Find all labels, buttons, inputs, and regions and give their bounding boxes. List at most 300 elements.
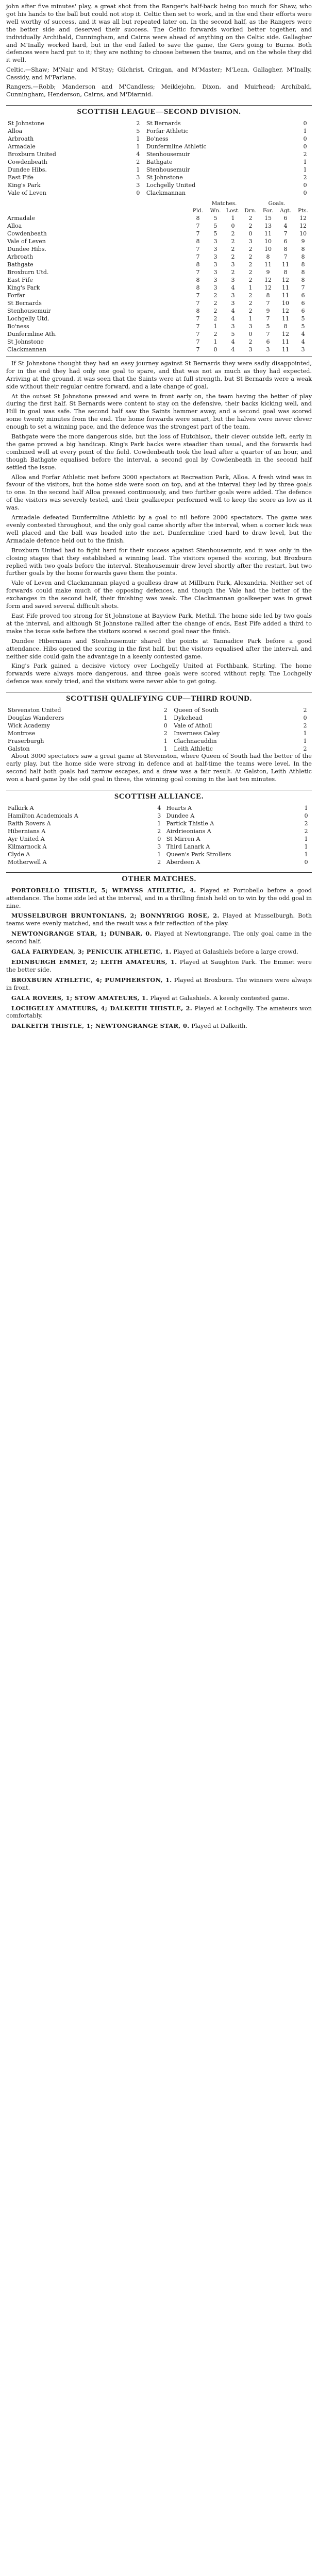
other-match-label: NEWTONGRANGE STAR, 1; DUNBAR, 0. xyxy=(11,930,152,938)
away-team: Inverness Caley xyxy=(174,730,220,737)
stat-a: 8 xyxy=(283,323,288,330)
away-score: 1 xyxy=(303,738,307,745)
table-row xyxy=(6,230,312,238)
stat-l: 4 xyxy=(231,284,235,291)
stat-a: 10 xyxy=(282,299,289,307)
table-row xyxy=(6,268,312,276)
stat-d: 2 xyxy=(248,276,253,283)
stat-w: 3 xyxy=(213,276,217,283)
home-team: Vale of Leven xyxy=(8,189,46,196)
league-results xyxy=(6,120,312,197)
stat-p: 7 xyxy=(196,253,200,260)
table-header: Drn. xyxy=(244,207,257,214)
table-row xyxy=(6,222,312,230)
alliance-team-a: Ayr United A xyxy=(8,835,45,842)
stat-w: 2 xyxy=(213,299,217,307)
stat-a: 12 xyxy=(282,330,289,337)
away-team: Clackmannan xyxy=(146,189,186,196)
home-score: 3 xyxy=(136,174,140,181)
alliance-row xyxy=(6,804,312,812)
team-name: St Bernards xyxy=(7,299,42,307)
alliance-score-b: 2 xyxy=(304,827,308,835)
alliance-team-b: Hearts A xyxy=(166,804,192,811)
away-team: Vale of Atholl xyxy=(174,722,212,730)
qualifying-title: SCOTTISH QUALIFYING CUP—THIRD ROUND. xyxy=(6,692,312,705)
result-row xyxy=(6,722,312,730)
home-score: 2 xyxy=(136,158,140,165)
stat-d: 3 xyxy=(248,323,253,330)
table-header: Lost. xyxy=(226,207,240,214)
alliance-score-a: 2 xyxy=(157,827,161,835)
stat-f: 12 xyxy=(264,276,272,283)
other-match-text: Played at Lochgelly. The amateurs won comfortably. xyxy=(6,1005,312,1020)
report-paragraph: Alloa and Forfar Athletic met before 3000 spectators at Recreation Park, Alloa. A fresh wind was in favour of the visitors, but the home side were soon on top, and at the interval they led by three goals to one. In the second half Alloa pressed continuously, and two further goals were added. The defence of the visitors was severely tested, and their goalkeeper performed well to keep the score as low as it was. xyxy=(6,473,312,512)
stat-w: 3 xyxy=(213,268,217,276)
report-paragraph: Dundee Hibernians and Stenhousemuir shared the points at Tannadice Park before a good attendance. Hibs opened the scoring in the first half, but the visitors equalised after the interval, and neither side could gain the advantage in a keenly contested game. xyxy=(6,637,312,660)
stat-pts: 5 xyxy=(301,315,305,322)
other-match-item xyxy=(6,887,312,910)
result-row xyxy=(6,745,312,753)
stat-f: 12 xyxy=(264,284,272,291)
table-row xyxy=(6,330,312,338)
away-team: Dykehead xyxy=(174,715,203,722)
result-row xyxy=(6,150,312,158)
stat-l: 2 xyxy=(231,245,235,252)
stat-pts: 6 xyxy=(301,292,305,299)
away-score: 1 xyxy=(303,127,307,134)
stat-a: 8 xyxy=(283,245,288,252)
stat-w: 2 xyxy=(213,307,217,314)
other-match-label: GALA FAIRYDEAN, 3; PENICUIK ATHLETIC, 1. xyxy=(11,948,172,956)
stat-l: 4 xyxy=(231,346,235,353)
stat-d: 3 xyxy=(248,346,253,353)
result-row xyxy=(6,120,312,127)
stat-f: 15 xyxy=(264,214,272,222)
stat-f: 8 xyxy=(266,253,270,260)
stat-w: 0 xyxy=(213,346,217,353)
stat-f: 6 xyxy=(266,338,270,345)
stat-w: 3 xyxy=(213,253,217,260)
stat-pts: 8 xyxy=(301,245,305,252)
stat-p: 7 xyxy=(196,338,200,345)
stat-f: 9 xyxy=(266,268,270,276)
stat-l: 3 xyxy=(231,276,235,283)
other-match-label: MUSSELBURGH BRUNTONIANS, 2; BONNYRIGG ROSE, 2. xyxy=(11,912,220,920)
stat-f: 8 xyxy=(266,292,270,299)
stat-d: 3 xyxy=(248,238,253,245)
home-score: 3 xyxy=(136,181,140,189)
stat-p: 8 xyxy=(196,261,200,268)
home-score: 5 xyxy=(136,127,140,134)
team-name: Armadale xyxy=(7,214,35,222)
alliance-score-a: 3 xyxy=(157,812,161,819)
stat-pts: 8 xyxy=(301,268,305,276)
alliance-row xyxy=(6,835,312,843)
report-paragraph: Vale of Leven and Clackmannan played a goalless draw at Millburn Park, Alexandria. Neither set of forwards could make much of the opposing defences, and though the Vale had the better of the exchanges in the second half, their finishing was weak. The Clackmannan goalkeeper was in great form and saved several difficult shots. xyxy=(6,580,312,610)
stat-f: 7 xyxy=(266,315,270,322)
stat-a: 11 xyxy=(282,261,289,268)
table-header: Pld. xyxy=(192,207,204,214)
alliance-team-a: Clyde A xyxy=(8,851,30,858)
other-match-label: DALKEITH THISTLE, 1; NEWTONGRANGE STAR, 0. xyxy=(11,1022,190,1030)
stat-pts: 6 xyxy=(301,307,305,314)
stat-a: 11 xyxy=(282,284,289,291)
away-team: Leith Athletic xyxy=(174,745,213,753)
result-row xyxy=(6,166,312,174)
away-score: 2 xyxy=(303,174,307,181)
other-match-label: PORTOBELLO THISTLE, 5; WEMYSS ATHLETIC, 4. xyxy=(11,886,196,894)
stat-w: 3 xyxy=(213,261,217,268)
alliance-team-b: Partick Thistle A xyxy=(166,820,214,827)
home-score: 1 xyxy=(163,738,168,745)
other-match-item xyxy=(6,1005,312,1021)
alliance-row xyxy=(6,812,312,820)
stat-f: 7 xyxy=(266,330,270,337)
home-team: Montrose xyxy=(8,730,36,737)
other-match-item xyxy=(6,912,312,928)
alliance-score-a: 1 xyxy=(157,820,161,827)
stat-w: 2 xyxy=(213,315,217,322)
table-row xyxy=(6,261,312,268)
result-row xyxy=(6,127,312,135)
home-team: Fraserburgh xyxy=(8,738,44,745)
stat-p: 8 xyxy=(196,307,200,314)
stat-d: 2 xyxy=(248,261,253,268)
stat-pts: 8 xyxy=(301,253,305,260)
other-title: OTHER MATCHES. xyxy=(6,872,312,886)
away-team: Dunfermline Athletic xyxy=(146,143,207,150)
stat-l: 2 xyxy=(231,268,235,276)
stat-pts: 4 xyxy=(301,330,305,337)
alliance-team-b: Dundee A xyxy=(166,812,195,819)
away-score: 2 xyxy=(303,745,307,753)
alliance-team-a: Hibernians A xyxy=(8,827,46,835)
alliance-team-b: Queen's Park Strollers xyxy=(166,851,231,858)
away-team: Bo'ness xyxy=(146,135,169,142)
home-team: Douglas Wanderers xyxy=(8,715,64,722)
goals-header: Goals. xyxy=(268,200,286,207)
alliance-score-b: 0 xyxy=(304,858,308,866)
stat-f: 10 xyxy=(264,245,272,252)
stat-w: 2 xyxy=(213,292,217,299)
team-name: Stenhousemuir xyxy=(7,307,51,314)
other-match-item xyxy=(6,994,312,1003)
result-row xyxy=(6,730,312,737)
team-name: Cowdenbeath xyxy=(7,230,47,237)
stat-pts: 7 xyxy=(301,284,305,291)
team-name: Bo'ness xyxy=(7,323,29,330)
team-name: East Fife xyxy=(7,276,33,283)
away-score: 0 xyxy=(303,120,307,127)
other-match-item xyxy=(6,930,312,946)
home-team: Broxburn United xyxy=(8,150,56,158)
away-team: St Johnstone xyxy=(146,174,183,181)
stat-pts: 9 xyxy=(301,238,305,245)
table-row xyxy=(6,253,312,261)
report-paragraph: Bathgate were the more dangerous side, but the loss of Hutchison, their clever outside left, early in the game proved a big handicap. King's Park backs were steadier than usual, and the forwards had combined well at every point of the field. Cowdenbeath took the lead after a quarter of an hour, and though Bathgate equalised before the interval, a second goal by Cowdenbeath in the second half settled the issue. xyxy=(6,433,312,471)
away-team: Bathgate xyxy=(146,158,173,165)
table-row xyxy=(6,299,312,307)
team-name: Dundee Hibs. xyxy=(7,245,46,252)
result-row xyxy=(6,181,312,189)
stat-p: 7 xyxy=(196,315,200,322)
home-score: 2 xyxy=(163,707,168,714)
stat-a: 6 xyxy=(283,238,288,245)
stat-l: 2 xyxy=(231,230,235,237)
intro-section xyxy=(6,3,312,99)
stat-pts: 5 xyxy=(301,323,305,330)
stat-w: 3 xyxy=(213,238,217,245)
stat-f: 11 xyxy=(264,261,272,268)
alliance-score-a: 2 xyxy=(157,858,161,866)
stat-w: 5 xyxy=(213,214,217,222)
stat-d: 2 xyxy=(248,338,253,345)
stat-d: 2 xyxy=(248,299,253,307)
team-name: Broxburn Utd. xyxy=(7,268,49,276)
stat-d: 0 xyxy=(248,330,253,337)
home-score: 2 xyxy=(136,120,140,127)
home-team: Wick Academy xyxy=(8,722,50,730)
away-score: 0 xyxy=(303,135,307,142)
table-row xyxy=(6,214,312,222)
result-row xyxy=(6,135,312,143)
stat-f: 9 xyxy=(266,307,270,314)
stat-w: 5 xyxy=(213,222,217,229)
stat-l: 3 xyxy=(231,261,235,268)
away-score: 1 xyxy=(303,166,307,173)
alliance-team-a: Hamilton Academicals A xyxy=(8,812,78,819)
report-paragraph: If St Johnstone thought they had an easy journey against St Bernards they were sadly disappointed, for in the end they had only one goal to spare, and that was not as much as they had expected. Arriving at the ground, it was seen that the Saints were at full strength, but St Bernards were a weak side without their regular centre forward, and a late change of goal. xyxy=(6,360,312,390)
stat-d: 2 xyxy=(248,307,253,314)
alliance-row xyxy=(6,827,312,835)
stat-pts: 6 xyxy=(301,299,305,307)
stat-p: 8 xyxy=(196,284,200,291)
stat-f: 10 xyxy=(264,238,272,245)
home-score: 1 xyxy=(163,745,168,753)
alliance-team-b: Airdrieonians A xyxy=(166,827,211,835)
stat-l: 3 xyxy=(231,299,235,307)
away-score: 0 xyxy=(303,715,307,722)
away-team: Clachnacuddin xyxy=(174,738,217,745)
table-row xyxy=(6,238,312,245)
stat-pts: 10 xyxy=(299,230,307,237)
alliance-title: SCOTTISH ALLIANCE. xyxy=(6,790,312,803)
stat-w: 3 xyxy=(213,284,217,291)
result-row xyxy=(6,174,312,181)
stat-pts: 8 xyxy=(301,261,305,268)
stat-l: 2 xyxy=(231,238,235,245)
alliance-team-a: Kilmarnock A xyxy=(8,843,47,850)
intro-paragraph: john after five minutes' play, a great shot from the Ranger's half-back being too much for Shaw, who got his hands to the ball but could not stop it. Celtic then set to work, and in the end their efforts were well worthy of success, and it was all but repeated later on. In the second half, as the Rangers were the better side and deserved their success. The Celtic forwards worked better together, and individually Archibald, Cunningham, and Cairns were ahead of anything on the Celtic side. Gallagher and M'Inally worked hard, but in the end failed to save the game, the Gers going to Burns. Both defences were hard put to it; they are nothing to choose between the teams, and on the whole they did it well. xyxy=(6,3,312,64)
away-score: 1 xyxy=(303,158,307,165)
team-name: Alloa xyxy=(7,222,22,229)
report-paragraph: Armadale defeated Dunfermline Athletic by a goal to nil before 2000 spectators. The game was evenly contested throughout, and the only goal came shortly after the interval, when a corner kick was well placed and the ball was headed into the net. Dunfermline tried hard to draw level, but the Armadale defence held out to the finish. xyxy=(6,514,312,544)
away-team: St Bernards xyxy=(146,120,181,127)
table-header: Agt. xyxy=(280,207,291,214)
stat-a: 11 xyxy=(282,292,289,299)
alliance-score-a: 3 xyxy=(157,843,161,850)
stat-a: 4 xyxy=(283,222,288,229)
home-score: 1 xyxy=(136,166,140,173)
stat-f: 13 xyxy=(264,222,272,229)
alliance-score-b: 1 xyxy=(304,804,308,811)
away-score: 2 xyxy=(303,722,307,730)
table-row xyxy=(6,315,312,323)
stat-a: 11 xyxy=(282,338,289,345)
alliance-row xyxy=(6,820,312,827)
qualifying-report: About 3000 spectators saw a great game at Stevenston, where Queen of South had the better of the early play, but the home side were strong in defence and at half-time the teams were level. In the second half both goals had narrow escapes, and a draw was a fair result. At Galston, Leith Athletic won a hard game by the odd goal in three, the winning goal coming in the last ten minutes. xyxy=(6,753,312,783)
matches-header: Matches. xyxy=(211,200,237,207)
team-name: Dunfermline Ath. xyxy=(7,330,57,337)
away-score: 2 xyxy=(303,150,307,158)
stat-d: 2 xyxy=(248,214,253,222)
stat-p: 7 xyxy=(196,299,200,307)
stat-d: 0 xyxy=(248,230,253,237)
stat-a: 12 xyxy=(282,307,289,314)
result-row xyxy=(6,714,312,722)
report-paragraph: East Fife proved too strong for St Johnstone at Bayview Park, Methil. The home side led by two goals at the interval, and although St Johnstone rallied after the change of ends, East Fife added a third to make the issue safe before the visitors scored a second goal near the finish. xyxy=(6,612,312,635)
stat-p: 7 xyxy=(196,292,200,299)
away-score: 0 xyxy=(303,181,307,189)
stat-w: 3 xyxy=(213,245,217,252)
stat-w: 2 xyxy=(213,330,217,337)
home-team: Galston xyxy=(8,745,30,753)
other-match-text: Played at Newtongrange. The only goal came in the second half. xyxy=(6,930,312,945)
away-team: Queen of South xyxy=(174,707,219,714)
home-team: Alloa xyxy=(8,127,23,134)
home-team: King's Park xyxy=(8,181,41,189)
stat-w: 1 xyxy=(213,338,217,345)
table-row xyxy=(6,276,312,284)
table-header: Pts. xyxy=(297,207,308,214)
other-match-item xyxy=(6,958,312,974)
other-match-item xyxy=(6,948,312,956)
other-match-label: BROXBURN ATHLETIC, 4; PUMPHERSTON, 1. xyxy=(11,976,172,984)
stat-a: 6 xyxy=(283,214,288,222)
team-name: Vale of Leven xyxy=(7,238,46,245)
team-name: Forfar xyxy=(7,292,25,299)
table-row xyxy=(6,292,312,299)
other-match-label: LOCHGELLY AMATEURS, 4; DALKEITH THISTLE, 2. xyxy=(11,1004,193,1012)
other-match-text: Played at Broxburn. The winners were always in front. xyxy=(6,976,312,991)
alliance-team-b: Third Lanark A xyxy=(166,843,210,850)
other-match-item xyxy=(6,1022,312,1030)
home-team: Dundee Hibs. xyxy=(8,166,47,173)
home-score: 1 xyxy=(163,715,168,722)
qualifying-results xyxy=(6,706,312,753)
alliance-score-a: 0 xyxy=(157,835,161,842)
team-name: St Johnstone xyxy=(7,338,44,345)
team-name: King's Park xyxy=(7,284,40,291)
report-paragraph: At the outset St Johnstone pressed and were in front early on, the team having the better of play during the first half. St Bernards were content to stay on the defensive, their backs kicking well, and Hill in goal was safe. The second half saw the Saints hammer away, and a second goal was scored some twenty minutes from the end. The home forwards were smart, but the halves were never clever enough to set a winning pace, and the defence was the strongest part of the team. xyxy=(6,393,312,431)
other-match-item xyxy=(6,976,312,992)
league-table xyxy=(6,200,312,353)
alliance-row xyxy=(6,858,312,866)
other-match-text: Played at Portobello before a good attendance. The home side led at the interval, and in a thrilling finish held on to win by the odd goal in nine. xyxy=(6,887,312,909)
stat-f: 11 xyxy=(264,230,272,237)
team-name: Bathgate xyxy=(7,261,34,268)
table-row xyxy=(6,245,312,253)
other-match-label: GALA ROVERS, 1; STOW AMATEURS, 1. xyxy=(11,994,148,1002)
alliance-team-a: Falkirk A xyxy=(8,804,34,811)
stat-p: 7 xyxy=(196,330,200,337)
away-score: 0 xyxy=(303,189,307,196)
stat-a: 8 xyxy=(283,268,288,276)
home-score: 4 xyxy=(136,150,140,158)
stat-l: 4 xyxy=(231,338,235,345)
stat-p: 7 xyxy=(196,268,200,276)
stat-l: 2 xyxy=(231,253,235,260)
stat-d: 1 xyxy=(248,284,253,291)
alliance-row xyxy=(6,851,312,858)
report-paragraph: King's Park gained a decisive victory over Lochgelly United at Forthbank, Stirling. The home forwards were always more dangerous, and three goals were scored without reply. The Lochgelly defence was sorely tried, and the visitors were never able to get going. xyxy=(6,663,312,685)
stat-a: 11 xyxy=(282,315,289,322)
stat-d: 2 xyxy=(248,292,253,299)
stat-f: 5 xyxy=(266,323,270,330)
other-match-text: Played at Galashiels before a large crowd. xyxy=(173,948,298,956)
stat-p: 7 xyxy=(196,346,200,353)
stat-a: 7 xyxy=(283,230,288,237)
alliance-results xyxy=(6,804,312,866)
stat-l: 0 xyxy=(231,222,235,229)
stat-p: 8 xyxy=(196,276,200,283)
alliance-team-a: Motherwell A xyxy=(8,858,47,866)
team-name: Clackmannan xyxy=(7,346,47,353)
stat-a: 11 xyxy=(282,346,289,353)
table-row xyxy=(6,323,312,330)
stat-l: 1 xyxy=(231,214,235,222)
away-team: Stenhousemuir xyxy=(146,150,190,158)
table-row xyxy=(6,346,312,353)
alliance-score-a: 4 xyxy=(157,804,161,811)
other-match-label: EDINBURGH EMMET, 2; LEITH AMATEURS, 1. xyxy=(11,958,177,965)
stat-pts: 12 xyxy=(299,222,307,229)
team-name: Lochgelly Utd. xyxy=(7,315,49,322)
stat-d: 2 xyxy=(248,253,253,260)
report-paragraph: Broxburn United had to fight hard for their success against Stenhousemuir, and it was only in the closing stages that they established a winning lead. The visitors opened the scoring, but Broxburn replied with two goals before the interval. Stenhousemuir drew level shortly after the restart, but two further goals by the home forwards gave them the points. xyxy=(6,547,312,577)
alliance-team-a: Raith Rovers A xyxy=(8,820,51,827)
home-team: Cowdenbeath xyxy=(8,158,47,165)
table-row xyxy=(6,307,312,315)
table-header: For. xyxy=(262,207,274,214)
stat-pts: 8 xyxy=(301,276,305,283)
stat-pts: 3 xyxy=(301,346,305,353)
stat-f: 7 xyxy=(266,299,270,307)
table-header: Wn. xyxy=(210,207,221,214)
alliance-score-b: 1 xyxy=(304,843,308,850)
result-row xyxy=(6,737,312,745)
stat-pts: 12 xyxy=(299,214,307,222)
away-score: 2 xyxy=(303,707,307,714)
other-matches xyxy=(6,887,312,1031)
match-reports xyxy=(6,360,312,686)
stat-p: 8 xyxy=(196,238,200,245)
stat-p: 8 xyxy=(196,214,200,222)
stat-l: 5 xyxy=(231,330,235,337)
lineup-rangers: Rangers.—Robb; Manderson and M'Candless; Meiklejohn, Dixon, and Muirhead; Archibald, Cunningham, Henderson, Cairns, and M'Diarmid. xyxy=(6,83,312,98)
home-team: Armadale xyxy=(8,143,36,150)
stat-p: 7 xyxy=(196,222,200,229)
alliance-score-b: 1 xyxy=(304,851,308,858)
other-match-text: Played at Dalkeith. xyxy=(191,1023,247,1030)
newspaper-page xyxy=(0,0,318,1043)
stat-p: 7 xyxy=(196,245,200,252)
stat-d: 2 xyxy=(248,245,253,252)
stat-d: 1 xyxy=(248,315,253,322)
away-team: Stenhousemuir xyxy=(146,166,190,173)
away-team: Forfar Athletic xyxy=(146,127,189,134)
stat-l: 3 xyxy=(231,292,235,299)
